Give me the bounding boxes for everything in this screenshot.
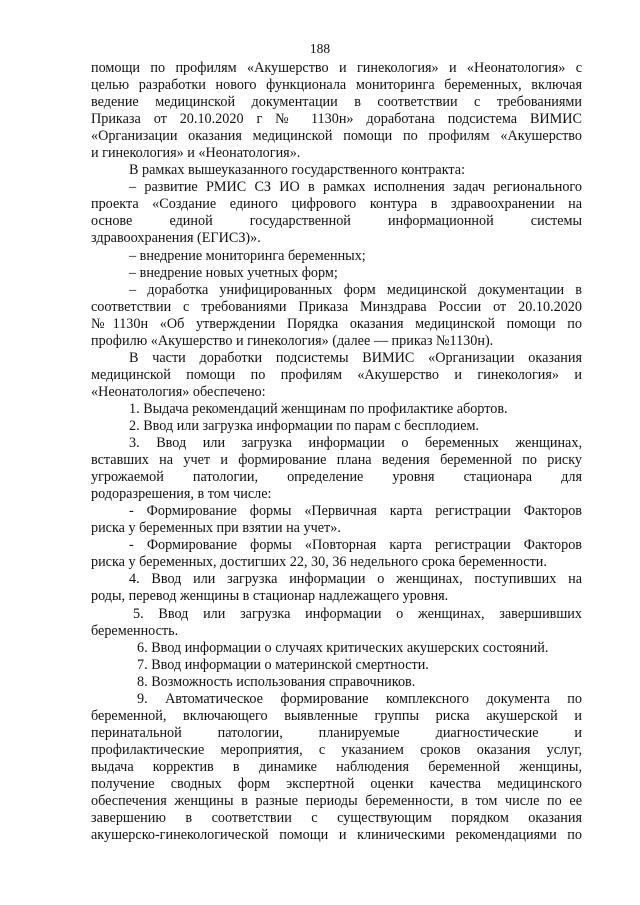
text-line: 3. Ввод или загрузка информации о беременных женщинах, bbox=[129, 435, 582, 452]
text-line: беременность. bbox=[91, 622, 179, 639]
text-line: 8. Возможность использования справочников. bbox=[137, 673, 416, 690]
text-line: - Формирование формы «Первичная карта регистрации Факторов bbox=[129, 503, 582, 520]
text-line: основе единой государственной информационной системы bbox=[91, 213, 582, 230]
text-line: 6. Ввод информации о случаях критических акушерских состояний. bbox=[137, 639, 549, 656]
page-number: 188 bbox=[309, 41, 331, 56]
text-line: профилактические мероприятия, с указанием сроков оказания услуг, bbox=[91, 741, 582, 758]
text-line: – внедрение мониторинга беременных; bbox=[129, 247, 366, 264]
text-line: получение сводных форм экспертной оценки качества медицинского bbox=[91, 775, 582, 792]
text-line: родоразрешения, в том числе: bbox=[91, 486, 272, 503]
text-line: – развитие РМИС СЗ ИО в рамках исполнения задач регионального bbox=[129, 179, 582, 196]
text-line: беременной, включающего выявленные группы риска акушерской и bbox=[91, 707, 582, 724]
text-line: ведение медицинской документации в соответствии с требованиями bbox=[91, 94, 582, 111]
text-line: «Организации оказания медицинской помощи по профилям «Акушерство bbox=[91, 128, 582, 145]
text-line: риска у беременных при взятии на учет». bbox=[91, 520, 341, 537]
text-line: целью разработки нового функционала мониторинга беременных, включая bbox=[91, 77, 582, 94]
text-line: и гинекология» и «Неонатология». bbox=[91, 145, 301, 162]
text-line: перинатальной патологии, планируемые диагностические и bbox=[91, 724, 582, 741]
document-body bbox=[91, 60, 582, 844]
text-line: роды, перевод женщины в стационар надлежащего уровня. bbox=[91, 588, 449, 605]
text-line: завершению в соответствии с существующим порядком оказания bbox=[91, 810, 582, 827]
text-line: профилю «Акушерство и гинекология» (далее — приказ №1130н). bbox=[91, 332, 494, 349]
text-line: вставших на учет и формирование плана ведения беременной по риску bbox=[91, 452, 582, 469]
text-line: Приказа от 20.10.2020 г № 1130н» доработана подсистема ВИМИС bbox=[91, 111, 582, 128]
text-line: 4. Ввод или загрузка информации о женщинах, поступивших на bbox=[129, 571, 582, 588]
text-line: здравоохранения (ЕГИСЗ)». bbox=[91, 230, 261, 247]
text-line: медицинской помощи по профилям «Акушерство и гинекология» и bbox=[91, 366, 582, 383]
text-line: В рамках вышеуказанного государственного контракта: bbox=[129, 162, 466, 179]
text-line: 7. Ввод информации о материнской смертности. bbox=[137, 656, 429, 673]
text-line: - Формирование формы «Повторная карта регистрации Факторов bbox=[129, 537, 582, 554]
text-line: акушерско-гинекологической помощи и клиническими рекомендациями по bbox=[91, 827, 582, 844]
text-line: 9. Автоматическое формирование комплексного документа по bbox=[137, 690, 582, 707]
text-line: 5. Ввод или загрузка информации о женщинах, завершивших bbox=[133, 605, 582, 622]
text-line: обеспечения женщины в разные периоды беременности, в том числе по ее bbox=[91, 793, 582, 810]
text-line: №1130н «Об утверждении Порядка оказания медицинской помощи по bbox=[91, 315, 582, 332]
text-line: – доработка унифицированных форм медицинской документации в bbox=[129, 281, 582, 298]
text-line: выдача корректив в динамике наблюдения беременной женщины, bbox=[91, 758, 582, 775]
text-line: – внедрение новых учетных форм; bbox=[129, 264, 338, 281]
text-line: В части доработки подсистемы ВИМИС «Организации оказания bbox=[129, 349, 582, 366]
text-line: риска у беременных, достигших 22, 30, 36 недельного срока беременности. bbox=[91, 554, 547, 571]
text-line: угрожаемой патологии, определение уровня стационара для bbox=[91, 469, 582, 486]
text-line: 2. Ввод или загрузка информации по парам с бесплодием. bbox=[129, 417, 480, 434]
text-line: проекта «Создание единого цифрового контура в здравоохранении на bbox=[91, 196, 582, 213]
text-line: 1. Выдача рекомендаций женщинам по профилактике абортов. bbox=[129, 400, 508, 417]
text-line: соответствии с требованиями Приказа Минздрава России от 20.10.2020 bbox=[91, 298, 582, 315]
text-line: «Неонатология» обеспечено: bbox=[91, 383, 266, 400]
text-line: помощи по профилям «Акушерство и гинекология» и «Неонатология» с bbox=[91, 60, 582, 76]
